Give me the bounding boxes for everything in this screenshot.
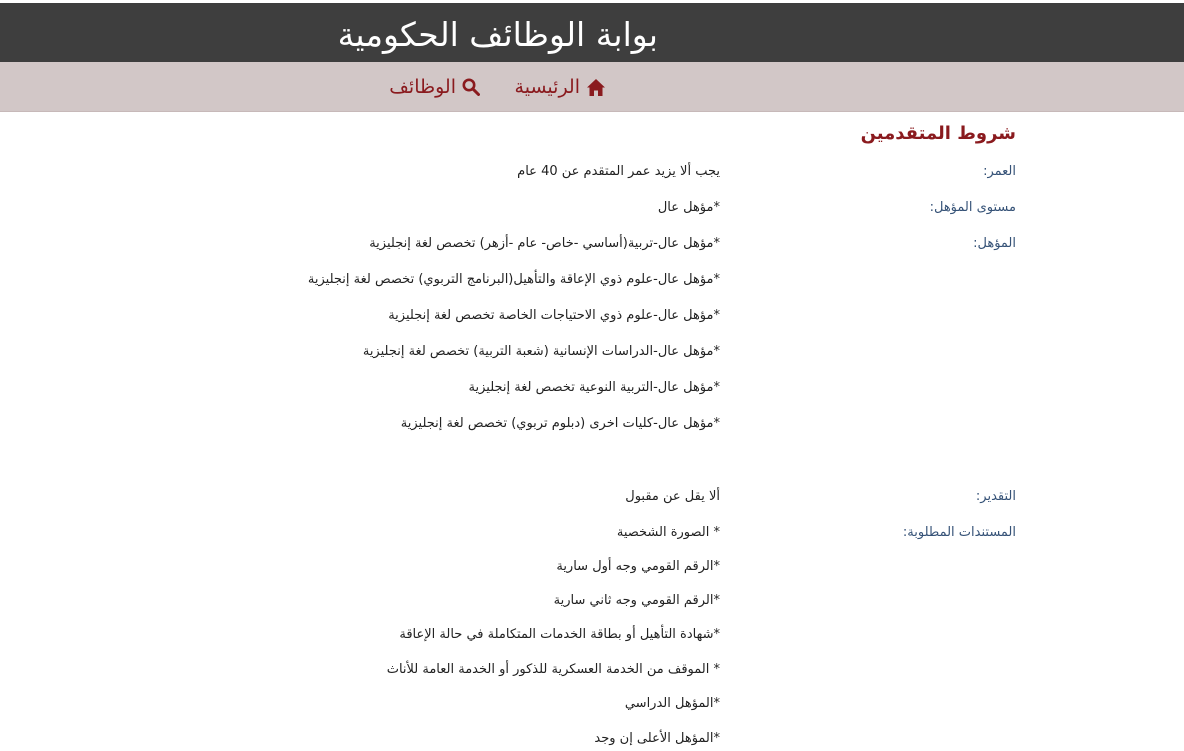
grade-value: ألا يقل عن مقبول — [625, 489, 720, 504]
document-item: * الصورة الشخصية — [616, 525, 720, 540]
document-item: * الموقف من الخدمة العسكرية للذكور أو الخدمة العامة للأناث — [386, 662, 720, 677]
nav-jobs-link[interactable] — [389, 75, 480, 99]
age-value: يجب ألا يزيد عمر المتقدم عن 40 عام — [517, 164, 720, 179]
qualification-item: *مؤهل عال-علوم ذوي الإعاقة والتأهيل(البرنامج التربوي) تخصص لغة إنجليزية — [307, 272, 720, 287]
age-label: العمر: — [983, 164, 1016, 179]
qualification-level-value: *مؤهل عال — [657, 200, 720, 215]
nav-jobs-label: الوظائف — [389, 76, 456, 98]
grade-label: التقدير: — [975, 489, 1016, 504]
document-item: *الرقم القومي وجه أول سارية — [556, 559, 720, 574]
qualification-item: *مؤهل عال-تربية(أساسي -خاص- عام -أزهر) تخصص لغة إنجليزية — [369, 236, 720, 251]
document-item: *المؤهل الدراسي — [624, 696, 720, 711]
document-item: *المؤهل الأعلى إن وجد — [594, 731, 720, 746]
qualification-item: *مؤهل عال-التربية النوعية تخصص لغة إنجليزية — [468, 380, 720, 395]
qualification-item: *مؤهل عال-كليات اخرى (دبلوم تربوي) تخصص لغة إنجليزية — [400, 416, 720, 431]
site-header — [0, 0, 1184, 62]
nav-home-label: الرئيسية — [514, 76, 580, 98]
qualification-level-label: مستوى المؤهل: — [929, 200, 1016, 215]
qualification-item: *مؤهل عال-الدراسات الإنسانية (شعبة التربية) تخصص لغة إنجليزية — [362, 344, 720, 359]
qualification-label: المؤهل: — [973, 236, 1016, 251]
home-icon — [586, 78, 606, 97]
main-nav — [0, 62, 1184, 112]
document-item: *الرقم القومي وجه ثاني سارية — [553, 593, 720, 608]
qualification-item: *مؤهل عال-علوم ذوي الاحتياجات الخاصة تخصص لغة إنجليزية — [388, 308, 720, 323]
document-item: *شهادة التأهيل أو بطاقة الخدمات المتكاملة في حالة الإعاقة — [399, 627, 720, 642]
site-title: بوابة الوظائف الحكومية — [337, 15, 658, 54]
search-icon — [462, 78, 480, 96]
nav-home-link[interactable] — [515, 75, 606, 99]
page-title: شروط المتقدمين — [860, 123, 1016, 144]
documents-label: المستندات المطلوبة: — [902, 525, 1016, 540]
